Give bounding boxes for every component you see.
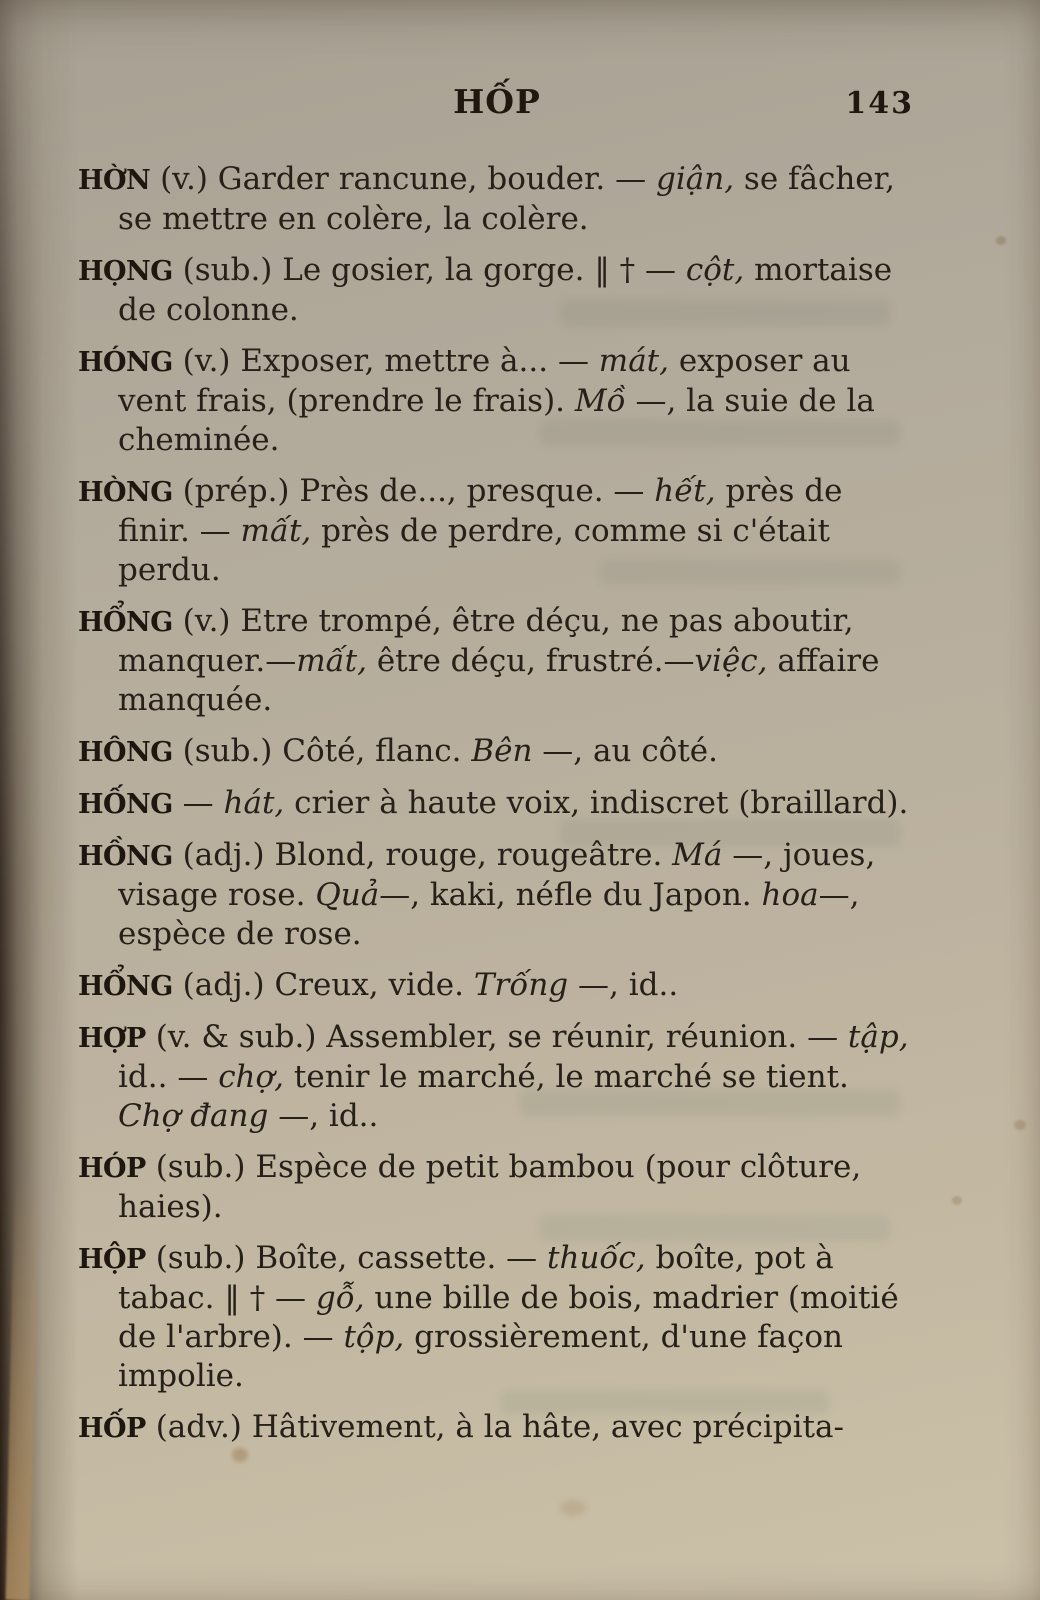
definition-text: affaire manquée. <box>118 643 880 718</box>
definition-text: Garder rancune, bouder. — <box>207 161 656 197</box>
definition-text: Hâtivement, à la hâte, avec précipita- <box>241 1409 844 1445</box>
definition-text: Etre trompé, être déçu, ne pas aboutir, manquer.— <box>118 603 854 679</box>
entry-headword: HỜN <box>78 165 151 196</box>
definition-text: —, joues, visage rose. <box>118 837 876 913</box>
entry-part-of-speech: (sub.) <box>172 252 273 288</box>
definition-text: être déçu, frustré.— <box>366 643 695 679</box>
vietnamese-term: thuốc, <box>547 1240 646 1276</box>
dictionary-entry <box>78 472 916 590</box>
vietnamese-term: việc, <box>694 643 768 679</box>
definition-text: — <box>172 785 224 821</box>
entry-headword: HỔNG <box>78 607 173 638</box>
dictionary-entry <box>78 836 916 954</box>
page-header <box>78 82 916 138</box>
entry-headword: HỐNG <box>78 789 173 820</box>
page-number: 143 <box>845 86 914 121</box>
dictionary-entry <box>78 784 916 824</box>
definition-text: Le gosier, la gorge. ‖ † — <box>272 252 686 288</box>
entry-part-of-speech: (sub.) <box>145 1149 246 1185</box>
entry-headword: HÓNG <box>78 347 173 378</box>
entry-part-of-speech: (v.) <box>172 603 231 639</box>
dictionary-entry <box>78 602 916 720</box>
entry-part-of-speech: (adv.) <box>145 1409 242 1445</box>
dictionary-entry <box>78 342 916 460</box>
entry-part-of-speech: (prép.) <box>172 473 290 509</box>
definition-text: —, id.. <box>268 1098 379 1134</box>
definition-text: exposer au vent frais, (prendre le frais). <box>118 343 851 419</box>
entry-headword: HÒNG <box>78 477 173 508</box>
entry-part-of-speech: (adj.) <box>172 967 265 1003</box>
vietnamese-term: gỗ, <box>315 1280 365 1316</box>
definition-text: —, espèce de rose. <box>118 877 860 952</box>
definition-text: —, id.. <box>568 967 679 1003</box>
dictionary-entry <box>78 1239 916 1396</box>
definition-text: id.. — <box>118 1059 219 1095</box>
vietnamese-term: chợ, <box>218 1059 285 1095</box>
definition-text: —, au côté. <box>532 733 718 769</box>
definition-text: Blond, rouge, rougeâtre. <box>264 837 673 873</box>
vietnamese-term: Mồ <box>574 383 626 419</box>
stain <box>560 1500 586 1516</box>
vietnamese-term: mất, <box>240 513 312 549</box>
definition-text: Près de..., presque. — <box>289 473 655 509</box>
entry-part-of-speech: (sub.) <box>145 1240 246 1276</box>
definition-text: tenir le marché, le marché se tient. <box>284 1059 849 1095</box>
vietnamese-term: Trống <box>473 967 569 1003</box>
dictionary-entry <box>78 160 916 239</box>
vietnamese-term: mát, <box>598 343 669 379</box>
entry-headword: HỘP <box>78 1244 146 1275</box>
vietnamese-term: tộp, <box>343 1319 405 1355</box>
vietnamese-term: cột, <box>685 252 745 288</box>
dictionary-entry <box>78 732 916 772</box>
definition-text: une bille de bois, madrier (moitié de l'arbre). — <box>118 1280 899 1355</box>
dictionary-entries <box>78 160 916 1448</box>
vietnamese-term: Quả <box>315 877 380 913</box>
entry-headword: HÓP <box>78 1153 146 1184</box>
definition-text: grossièrement, d'une façon impolie. <box>118 1319 844 1394</box>
entry-headword: HỌNG <box>78 256 173 287</box>
definition-text: Boîte, cassette. — <box>245 1240 548 1276</box>
running-head: HỐP <box>453 82 541 121</box>
vietnamese-term: Má <box>672 837 723 873</box>
definition-text: Creux, vide. <box>264 967 474 1003</box>
dictionary-entry <box>78 1018 916 1136</box>
entry-headword: HỐP <box>78 1413 146 1444</box>
dictionary-entry <box>78 966 916 1006</box>
entry-part-of-speech: (adj.) <box>172 837 265 873</box>
definition-text: Espèce de petit bambou (pour clôture, haies). <box>118 1149 862 1225</box>
entry-headword: HỒNG <box>78 841 173 872</box>
definition-text: près de perdre, comme si c'était perdu. <box>118 513 830 588</box>
definition-text: près de finir. — <box>118 473 843 549</box>
definition-text: crier à haute voix, indiscret (braillard). <box>284 785 909 821</box>
vietnamese-term: hoa <box>761 877 819 913</box>
entry-headword: HỔNG <box>78 971 173 1002</box>
vietnamese-term: Chợ đang <box>118 1098 269 1134</box>
definition-text: se fâcher, se mettre en colère, la colère. <box>118 161 895 237</box>
dictionary-entry <box>78 251 916 330</box>
entry-part-of-speech: (v.) <box>150 161 208 197</box>
entry-headword: HÔNG <box>78 737 173 768</box>
definition-text: mortaise de colonne. <box>118 252 893 328</box>
definition-text: Assembler, se réunir, réunion. — <box>316 1019 848 1055</box>
vietnamese-term: giận, <box>656 161 735 197</box>
vietnamese-term: mất, <box>296 643 367 679</box>
entry-headword: HỢP <box>78 1023 146 1054</box>
vietnamese-term: Bên <box>471 733 533 769</box>
definition-text: —, kaki, néfle du Japon. <box>379 877 762 913</box>
dictionary-entry <box>78 1408 916 1448</box>
definition-text: Exposer, mettre à... — <box>230 343 599 379</box>
vietnamese-term: tập, <box>847 1019 909 1055</box>
definition-text: boîte, pot à tabac. ‖ † — <box>118 1240 834 1316</box>
vietnamese-term: hát, <box>223 785 285 821</box>
vietnamese-term: hết, <box>654 473 716 509</box>
entry-part-of-speech: (v. & sub.) <box>145 1019 317 1055</box>
definition-text: Côté, flanc. <box>272 733 472 769</box>
definition-text: —, la suie de la cheminée. <box>118 383 875 458</box>
dictionary-entry <box>78 1148 916 1227</box>
entry-part-of-speech: (sub.) <box>172 733 273 769</box>
entry-part-of-speech: (v.) <box>172 343 231 379</box>
